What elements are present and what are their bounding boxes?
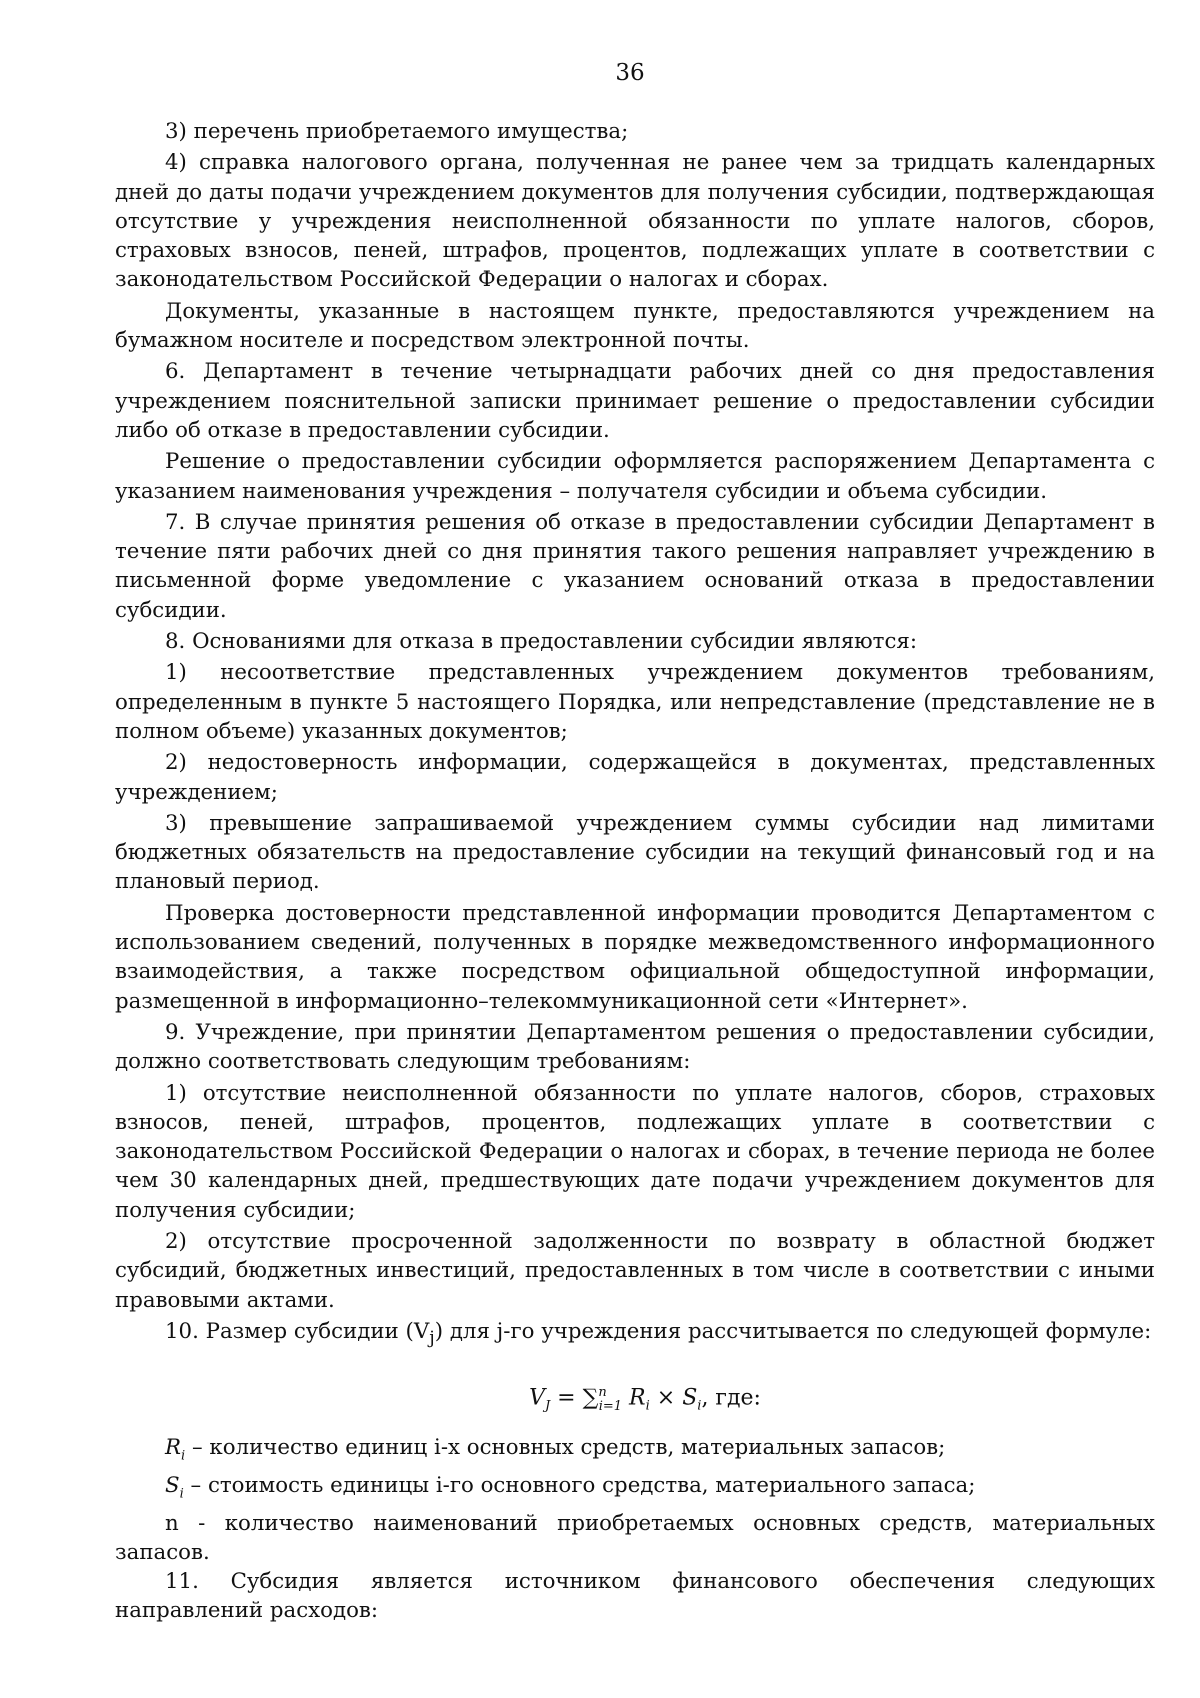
formula-r: R	[629, 1385, 646, 1411]
definition-r	[115, 1433, 1155, 1471]
definition-s	[115, 1471, 1155, 1509]
formula-tail: , где:	[701, 1385, 761, 1411]
formula-lhs-sub: J	[544, 1399, 551, 1415]
formula-times: ×	[649, 1385, 683, 1411]
paragraph: 4) справка налогового органа, полученная не ранее чем за тридцать календарных дней до даты подачи учреждением документов для получения субсидии, подтверждающая отсутствие у учреждения неисполненной обязанности по уплате налогов, сборов, страховых взносов, пеней, штрафов, процентов, подлежащих уплате в соответствии с законодательством Российской Федерации о налогах и сборах.	[115, 150, 1155, 293]
paragraph-11: 11. Субсидия является источником финансового обеспечения следующих направлений расходов:	[115, 1569, 1155, 1624]
paragraph: 2) отсутствие просроченной задолженности по возврату в областной бюджет субсидий, бюджетных инвестиций, предоставленных в том числе в соответствии с иными правовыми актами.	[115, 1228, 1155, 1313]
definition-r-sub: i	[181, 1448, 186, 1464]
page-number: 36	[615, 60, 645, 86]
formula-sigma-sup: n	[598, 1385, 607, 1401]
paragraph: 1) несоответствие представленных учреждением документов требованиям, определенным в пункте 5 настоящего Порядка, или непредставление (представление не в полном объеме) указанных документов;	[115, 660, 1155, 744]
paragraph: 3) превышение запрашиваемой учреждением суммы субсидии над лимитами бюджетных обязательств на предоставление субсидии на текущий финансовый год и на плановый период.	[115, 810, 1155, 895]
definition-s-text: – стоимость единицы i-го основного средства, материального запаса;	[183, 1472, 976, 1498]
paragraph-10	[115, 1317, 1155, 1354]
definition-n: n - количество наименований приобретаемых основных средств, материальных запасов.	[115, 1510, 1155, 1565]
formula-s: S	[682, 1385, 698, 1411]
formula-sigma: ∑	[582, 1385, 599, 1411]
formula-s-sub: i	[697, 1399, 702, 1415]
formula-lhs: V	[529, 1385, 545, 1411]
paragraph-10-prefix: 10. Размер субсидии (V	[165, 1318, 430, 1344]
document-body	[115, 117, 1155, 1626]
definition-r-symbol: R	[165, 1435, 182, 1461]
paragraph-10-suffix: ) для j-го учреждения рассчитывается по следующей формуле:	[434, 1318, 1152, 1344]
paragraph-10-subscript: j	[429, 1328, 435, 1349]
subsidy-formula	[115, 1353, 1155, 1433]
definition-s-sub: i	[179, 1486, 184, 1502]
formula-r-sub: i	[645, 1399, 650, 1415]
paragraph: 6. Департамент в течение четырнадцати рабочих дней со дня предоставления учреждением пояснительной записки принимает решение о предоставлении субсидии либо об отказе в предоставлении субсидии.	[115, 359, 1155, 443]
paragraph: 3) перечень приобретаемого имущества;	[165, 119, 629, 144]
definition-r-text: – количество единиц i-х основных средств, материальных запасов;	[185, 1435, 946, 1461]
paragraph: 2) недостоверность информации, содержащейся в документах, представленных учреждением;	[115, 750, 1155, 805]
paragraph: 8. Основаниями для отказа в предоставлении субсидии являются:	[165, 629, 918, 655]
formula-equals: =	[550, 1385, 583, 1411]
definition-s-symbol: S	[165, 1472, 180, 1498]
paragraph: Решение о предоставлении субсидии оформляется распоряжением Департамента с указанием наименования учреждения – получателя субсидии и объема субсидии.	[115, 449, 1155, 504]
formula-sigma-sub: i=1	[598, 1399, 623, 1415]
paragraph: 1) отсутствие неисполненной обязанности по уплате налогов, сборов, страховых взносов, пеней, штрафов, процентов, подлежащих уплате в соответствии с законодательством Российской Федерации о налогах и сборах, в течение периода не более чем 30 календарных дней, предшествующих дате подачи учреждением документов для получения субсидии;	[115, 1080, 1155, 1223]
paragraph: Документы, указанные в настоящем пункте, предоставляются учреждением на бумажном носителе и посредством электронной почты.	[115, 298, 1155, 354]
paragraph: Проверка достоверности представленной информации проводится Департаментом с использованием сведений, полученных в порядке межведомственного информационного взаимодействия, а также посредством официальной общедоступной информации, размещенной в информационно–телекоммуникационной сети «Интернет».	[115, 900, 1155, 1014]
paragraph: 9. Учреждение, при принятии Департаментом решения о предоставлении субсидии, должно соответствовать следующим требованиям:	[115, 1019, 1155, 1075]
paragraph: 7. В случае принятия решения об отказе в предоставлении субсидии Департамент в течение пяти рабочих дней со дня принятия такого решения направляет учреждению в письменной форме уведомление с указанием оснований отказа в предоставлении субсидии.	[115, 509, 1155, 623]
paragraphs-before-formula	[115, 117, 1155, 1315]
